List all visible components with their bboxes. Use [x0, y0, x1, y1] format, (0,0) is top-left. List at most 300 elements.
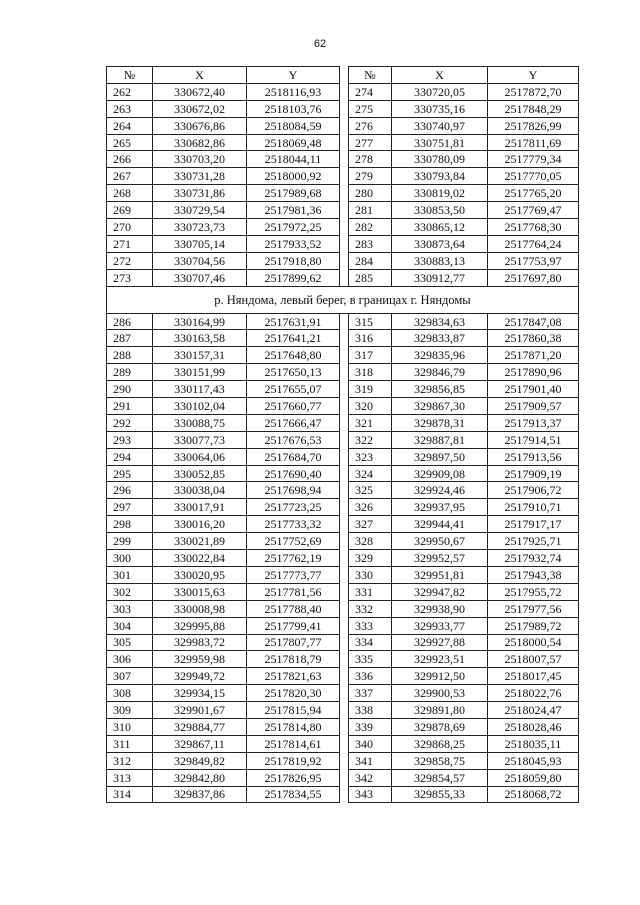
x-coordinate: 330873,64 — [392, 235, 488, 252]
point-number: 317 — [349, 347, 392, 364]
header-num: № — [107, 67, 153, 84]
point-number: 320 — [349, 398, 392, 415]
point-number: 316 — [349, 330, 392, 347]
x-coordinate: 329878,69 — [392, 718, 488, 735]
y-coordinate: 2517955,72 — [488, 583, 579, 600]
x-coordinate: 329944,41 — [392, 516, 488, 533]
y-coordinate: 2518035,11 — [488, 735, 579, 752]
point-number: 280 — [349, 185, 392, 202]
y-coordinate: 2518028,46 — [488, 718, 579, 735]
point-number: 267 — [107, 168, 153, 185]
point-number: 288 — [107, 347, 153, 364]
point-number: 263 — [107, 100, 153, 117]
y-coordinate: 2517977,56 — [488, 600, 579, 617]
x-coordinate: 330731,86 — [153, 185, 247, 202]
table-row — [107, 398, 579, 415]
table-row — [107, 651, 579, 668]
point-number: 328 — [349, 533, 392, 550]
point-number: 336 — [349, 668, 392, 685]
point-number: 315 — [349, 313, 392, 330]
x-coordinate: 329923,51 — [392, 651, 488, 668]
column-separator — [340, 600, 349, 617]
y-coordinate: 2517631,91 — [247, 313, 340, 330]
x-coordinate: 330723,73 — [153, 219, 247, 236]
y-coordinate: 2517807,77 — [247, 634, 340, 651]
y-coordinate: 2517933,52 — [247, 235, 340, 252]
x-coordinate: 329834,63 — [392, 313, 488, 330]
x-coordinate: 330017,91 — [153, 499, 247, 516]
x-coordinate: 330751,81 — [392, 134, 488, 151]
column-separator — [340, 668, 349, 685]
table-row — [107, 431, 579, 448]
x-coordinate: 329846,79 — [392, 364, 488, 381]
x-coordinate: 329934,15 — [153, 685, 247, 702]
column-separator — [340, 185, 349, 202]
x-coordinate: 329947,82 — [392, 583, 488, 600]
column-separator — [340, 83, 349, 100]
section-title-row — [107, 286, 579, 313]
x-coordinate: 330016,20 — [153, 516, 247, 533]
point-number: 292 — [107, 414, 153, 431]
point-number: 311 — [107, 735, 153, 752]
x-coordinate: 330729,54 — [153, 202, 247, 219]
column-separator — [340, 516, 349, 533]
point-number: 268 — [107, 185, 153, 202]
y-coordinate: 2517834,55 — [247, 786, 340, 803]
y-coordinate: 2517723,25 — [247, 499, 340, 516]
point-number: 279 — [349, 168, 392, 185]
column-separator — [340, 134, 349, 151]
y-coordinate: 2517819,92 — [247, 752, 340, 769]
point-number: 294 — [107, 448, 153, 465]
column-separator — [340, 219, 349, 236]
x-coordinate: 329867,11 — [153, 735, 247, 752]
column-separator — [340, 465, 349, 482]
point-number: 341 — [349, 752, 392, 769]
x-coordinate: 329842,80 — [153, 769, 247, 786]
x-coordinate: 329878,31 — [392, 414, 488, 431]
point-number: 304 — [107, 617, 153, 634]
y-coordinate: 2517848,29 — [488, 100, 579, 117]
point-number: 338 — [349, 702, 392, 719]
table-row — [107, 364, 579, 381]
point-number: 275 — [349, 100, 392, 117]
column-separator — [340, 482, 349, 499]
table-row — [107, 330, 579, 347]
x-coordinate: 329933,77 — [392, 617, 488, 634]
point-number: 331 — [349, 583, 392, 600]
point-number: 326 — [349, 499, 392, 516]
column-separator — [340, 566, 349, 583]
y-coordinate: 2518017,45 — [488, 668, 579, 685]
y-coordinate: 2517770,05 — [488, 168, 579, 185]
section-2-heading — [107, 286, 579, 313]
table-row — [107, 668, 579, 685]
y-coordinate: 2517641,21 — [247, 330, 340, 347]
y-coordinate: 2518000,54 — [488, 634, 579, 651]
y-coordinate: 2517752,69 — [247, 533, 340, 550]
x-coordinate: 329835,96 — [392, 347, 488, 364]
x-coordinate: 329856,85 — [392, 381, 488, 398]
point-number: 295 — [107, 465, 153, 482]
y-coordinate: 2517779,34 — [488, 151, 579, 168]
x-coordinate: 330720,05 — [392, 83, 488, 100]
table-row — [107, 482, 579, 499]
y-coordinate: 2517660,77 — [247, 398, 340, 415]
point-number: 303 — [107, 600, 153, 617]
table-row — [107, 185, 579, 202]
point-number: 306 — [107, 651, 153, 668]
point-number: 302 — [107, 583, 153, 600]
x-coordinate: 330102,04 — [153, 398, 247, 415]
point-number: 324 — [349, 465, 392, 482]
table-row — [107, 752, 579, 769]
x-coordinate: 329909,08 — [392, 465, 488, 482]
y-coordinate: 2517650,13 — [247, 364, 340, 381]
y-coordinate: 2517914,51 — [488, 431, 579, 448]
x-coordinate: 329849,82 — [153, 752, 247, 769]
y-coordinate: 2517814,61 — [247, 735, 340, 752]
y-coordinate: 2518084,59 — [247, 117, 340, 134]
table-row — [107, 448, 579, 465]
x-coordinate: 330912,77 — [392, 269, 488, 286]
column-separator — [340, 533, 349, 550]
point-number: 283 — [349, 235, 392, 252]
x-coordinate: 330735,16 — [392, 100, 488, 117]
point-number: 286 — [107, 313, 153, 330]
column-separator — [340, 735, 349, 752]
table-row — [107, 151, 579, 168]
table-row — [107, 617, 579, 634]
column-separator — [340, 168, 349, 185]
x-coordinate: 330038,04 — [153, 482, 247, 499]
y-coordinate: 2517690,40 — [247, 465, 340, 482]
column-separator — [340, 448, 349, 465]
y-coordinate: 2517773,77 — [247, 566, 340, 583]
point-number: 329 — [349, 550, 392, 567]
column-separator — [340, 151, 349, 168]
point-number: 318 — [349, 364, 392, 381]
y-coordinate: 2517901,40 — [488, 381, 579, 398]
x-coordinate: 329937,95 — [392, 499, 488, 516]
header-y: Y — [247, 67, 340, 84]
page-number: 62 — [313, 38, 327, 50]
y-coordinate: 2517913,56 — [488, 448, 579, 465]
x-coordinate: 329959,98 — [153, 651, 247, 668]
point-number: 335 — [349, 651, 392, 668]
column-separator — [340, 499, 349, 516]
y-coordinate: 2517860,38 — [488, 330, 579, 347]
column-separator — [340, 117, 349, 134]
point-number: 293 — [107, 431, 153, 448]
x-coordinate: 330064,06 — [153, 448, 247, 465]
y-coordinate: 2518059,80 — [488, 769, 579, 786]
y-coordinate: 2517909,57 — [488, 398, 579, 415]
y-coordinate: 2517826,95 — [247, 769, 340, 786]
y-coordinate: 2517753,97 — [488, 252, 579, 269]
point-number: 314 — [107, 786, 153, 803]
x-coordinate: 330853,50 — [392, 202, 488, 219]
column-separator — [340, 235, 349, 252]
x-coordinate: 330740,97 — [392, 117, 488, 134]
table-row — [107, 550, 579, 567]
x-coordinate: 330676,86 — [153, 117, 247, 134]
column-separator — [340, 381, 349, 398]
y-coordinate: 2517769,47 — [488, 202, 579, 219]
y-coordinate: 2517697,80 — [488, 269, 579, 286]
point-number: 282 — [349, 219, 392, 236]
column-separator — [340, 583, 349, 600]
table-row — [107, 718, 579, 735]
point-number: 310 — [107, 718, 153, 735]
x-coordinate: 329951,81 — [392, 566, 488, 583]
x-coordinate: 330151,99 — [153, 364, 247, 381]
x-coordinate: 330704,56 — [153, 252, 247, 269]
y-coordinate: 2517814,80 — [247, 718, 340, 735]
y-coordinate: 2517768,30 — [488, 219, 579, 236]
column-separator — [340, 769, 349, 786]
y-coordinate: 2518024,47 — [488, 702, 579, 719]
y-coordinate: 2518116,93 — [247, 83, 340, 100]
point-number: 309 — [107, 702, 153, 719]
point-number: 333 — [349, 617, 392, 634]
point-number: 307 — [107, 668, 153, 685]
table-row — [107, 685, 579, 702]
y-coordinate: 2517913,37 — [488, 414, 579, 431]
x-coordinate: 330865,12 — [392, 219, 488, 236]
y-coordinate: 2517765,20 — [488, 185, 579, 202]
point-number: 291 — [107, 398, 153, 415]
y-coordinate: 2518022,76 — [488, 685, 579, 702]
column-separator — [340, 685, 349, 702]
y-coordinate: 2517917,17 — [488, 516, 579, 533]
y-coordinate: 2517764,24 — [488, 235, 579, 252]
point-number: 340 — [349, 735, 392, 752]
point-number: 321 — [349, 414, 392, 431]
y-coordinate: 2517698,94 — [247, 482, 340, 499]
y-coordinate: 2517821,63 — [247, 668, 340, 685]
x-coordinate: 330707,46 — [153, 269, 247, 286]
x-coordinate: 329983,72 — [153, 634, 247, 651]
x-coordinate: 329891,80 — [392, 702, 488, 719]
column-separator — [340, 718, 349, 735]
table-row — [107, 83, 579, 100]
y-coordinate: 2517811,69 — [488, 134, 579, 151]
y-coordinate: 2517989,72 — [488, 617, 579, 634]
y-coordinate: 2517733,32 — [247, 516, 340, 533]
table-row — [107, 414, 579, 431]
column-separator — [340, 617, 349, 634]
point-number: 299 — [107, 533, 153, 550]
x-coordinate: 329887,81 — [392, 431, 488, 448]
table-row — [107, 269, 579, 286]
point-number: 274 — [349, 83, 392, 100]
y-coordinate: 2517871,20 — [488, 347, 579, 364]
table-row — [107, 219, 579, 236]
x-coordinate: 330883,13 — [392, 252, 488, 269]
y-coordinate: 2517818,79 — [247, 651, 340, 668]
section-1-rows — [107, 83, 579, 286]
table-row — [107, 202, 579, 219]
point-number: 337 — [349, 685, 392, 702]
y-coordinate: 2517655,07 — [247, 381, 340, 398]
table-row — [107, 100, 579, 117]
x-coordinate: 330077,73 — [153, 431, 247, 448]
column-separator — [340, 100, 349, 117]
point-number: 276 — [349, 117, 392, 134]
column-separator — [340, 313, 349, 330]
point-number: 285 — [349, 269, 392, 286]
point-number: 277 — [349, 134, 392, 151]
x-coordinate: 329867,30 — [392, 398, 488, 415]
point-number: 342 — [349, 769, 392, 786]
point-number: 287 — [107, 330, 153, 347]
x-coordinate: 330021,89 — [153, 533, 247, 550]
header-y: Y — [488, 67, 579, 84]
table-row — [107, 252, 579, 269]
header-x: X — [153, 67, 247, 84]
y-coordinate: 2518044,11 — [247, 151, 340, 168]
point-number: 290 — [107, 381, 153, 398]
column-separator — [340, 550, 349, 567]
point-number: 330 — [349, 566, 392, 583]
table-row — [107, 702, 579, 719]
table-row — [107, 634, 579, 651]
section-2-rows — [107, 313, 579, 803]
x-coordinate: 330163,58 — [153, 330, 247, 347]
x-coordinate: 330672,40 — [153, 83, 247, 100]
y-coordinate: 2517666,47 — [247, 414, 340, 431]
x-coordinate: 329897,50 — [392, 448, 488, 465]
table-row — [107, 235, 579, 252]
column-separator — [340, 364, 349, 381]
x-coordinate: 330164,99 — [153, 313, 247, 330]
table-row — [107, 465, 579, 482]
y-coordinate: 2518007,57 — [488, 651, 579, 668]
x-coordinate: 329868,25 — [392, 735, 488, 752]
table-row — [107, 313, 579, 330]
x-coordinate: 330731,28 — [153, 168, 247, 185]
x-coordinate: 330780,09 — [392, 151, 488, 168]
x-coordinate: 329952,57 — [392, 550, 488, 567]
y-coordinate: 2517788,40 — [247, 600, 340, 617]
x-coordinate: 330703,20 — [153, 151, 247, 168]
y-coordinate: 2517918,80 — [247, 252, 340, 269]
y-coordinate: 2517909,19 — [488, 465, 579, 482]
y-coordinate: 2518068,72 — [488, 786, 579, 803]
point-number: 312 — [107, 752, 153, 769]
x-coordinate: 329938,90 — [392, 600, 488, 617]
table-row — [107, 600, 579, 617]
table-row — [107, 786, 579, 803]
y-coordinate: 2517872,70 — [488, 83, 579, 100]
column-separator — [340, 414, 349, 431]
y-coordinate: 2518069,48 — [247, 134, 340, 151]
column-separator — [340, 202, 349, 219]
x-coordinate: 329912,50 — [392, 668, 488, 685]
column-separator — [340, 330, 349, 347]
coordinates-table — [106, 66, 579, 803]
point-number: 319 — [349, 381, 392, 398]
table-header-row — [107, 67, 579, 84]
x-coordinate: 329949,72 — [153, 668, 247, 685]
y-coordinate: 2517648,80 — [247, 347, 340, 364]
table-row — [107, 134, 579, 151]
column-separator — [340, 431, 349, 448]
y-coordinate: 2517972,25 — [247, 219, 340, 236]
point-number: 298 — [107, 516, 153, 533]
x-coordinate: 329884,77 — [153, 718, 247, 735]
y-coordinate: 2517899,62 — [247, 269, 340, 286]
point-number: 334 — [349, 634, 392, 651]
x-coordinate: 329833,87 — [392, 330, 488, 347]
point-number: 269 — [107, 202, 153, 219]
y-coordinate: 2517826,99 — [488, 117, 579, 134]
x-coordinate: 330157,31 — [153, 347, 247, 364]
x-coordinate: 330088,75 — [153, 414, 247, 431]
point-number: 325 — [349, 482, 392, 499]
y-coordinate: 2517925,71 — [488, 533, 579, 550]
y-coordinate: 2518103,76 — [247, 100, 340, 117]
y-coordinate: 2517910,71 — [488, 499, 579, 516]
x-coordinate: 330008,98 — [153, 600, 247, 617]
x-coordinate: 329924,46 — [392, 482, 488, 499]
y-coordinate: 2517906,72 — [488, 482, 579, 499]
column-separator — [340, 786, 349, 803]
x-coordinate: 329854,57 — [392, 769, 488, 786]
point-number: 284 — [349, 252, 392, 269]
point-number: 281 — [349, 202, 392, 219]
column-separator — [340, 752, 349, 769]
point-number: 297 — [107, 499, 153, 516]
point-number: 323 — [349, 448, 392, 465]
x-coordinate: 329927,88 — [392, 634, 488, 651]
x-coordinate: 329855,33 — [392, 786, 488, 803]
table-row — [107, 583, 579, 600]
column-separator — [340, 67, 349, 84]
header-x: X — [392, 67, 488, 84]
point-number: 264 — [107, 117, 153, 134]
table-row — [107, 168, 579, 185]
point-number: 278 — [349, 151, 392, 168]
column-separator — [340, 634, 349, 651]
header-num: № — [349, 67, 392, 84]
x-coordinate: 330022,84 — [153, 550, 247, 567]
y-coordinate: 2517943,38 — [488, 566, 579, 583]
y-coordinate: 2517676,53 — [247, 431, 340, 448]
x-coordinate: 329858,75 — [392, 752, 488, 769]
point-number: 273 — [107, 269, 153, 286]
point-number: 270 — [107, 219, 153, 236]
y-coordinate: 2517781,56 — [247, 583, 340, 600]
y-coordinate: 2517684,70 — [247, 448, 340, 465]
table-row — [107, 516, 579, 533]
point-number: 301 — [107, 566, 153, 583]
column-separator — [340, 702, 349, 719]
column-separator — [340, 252, 349, 269]
y-coordinate: 2517847,08 — [488, 313, 579, 330]
y-coordinate: 2517815,94 — [247, 702, 340, 719]
point-number: 322 — [349, 431, 392, 448]
table-row — [107, 566, 579, 583]
x-coordinate: 330705,14 — [153, 235, 247, 252]
section-title: р. Няндома, левый берег, в границах г. Няндомы — [107, 286, 579, 313]
point-number: 327 — [349, 516, 392, 533]
table-row — [107, 347, 579, 364]
x-coordinate: 330793,84 — [392, 168, 488, 185]
point-number: 308 — [107, 685, 153, 702]
table-row — [107, 533, 579, 550]
